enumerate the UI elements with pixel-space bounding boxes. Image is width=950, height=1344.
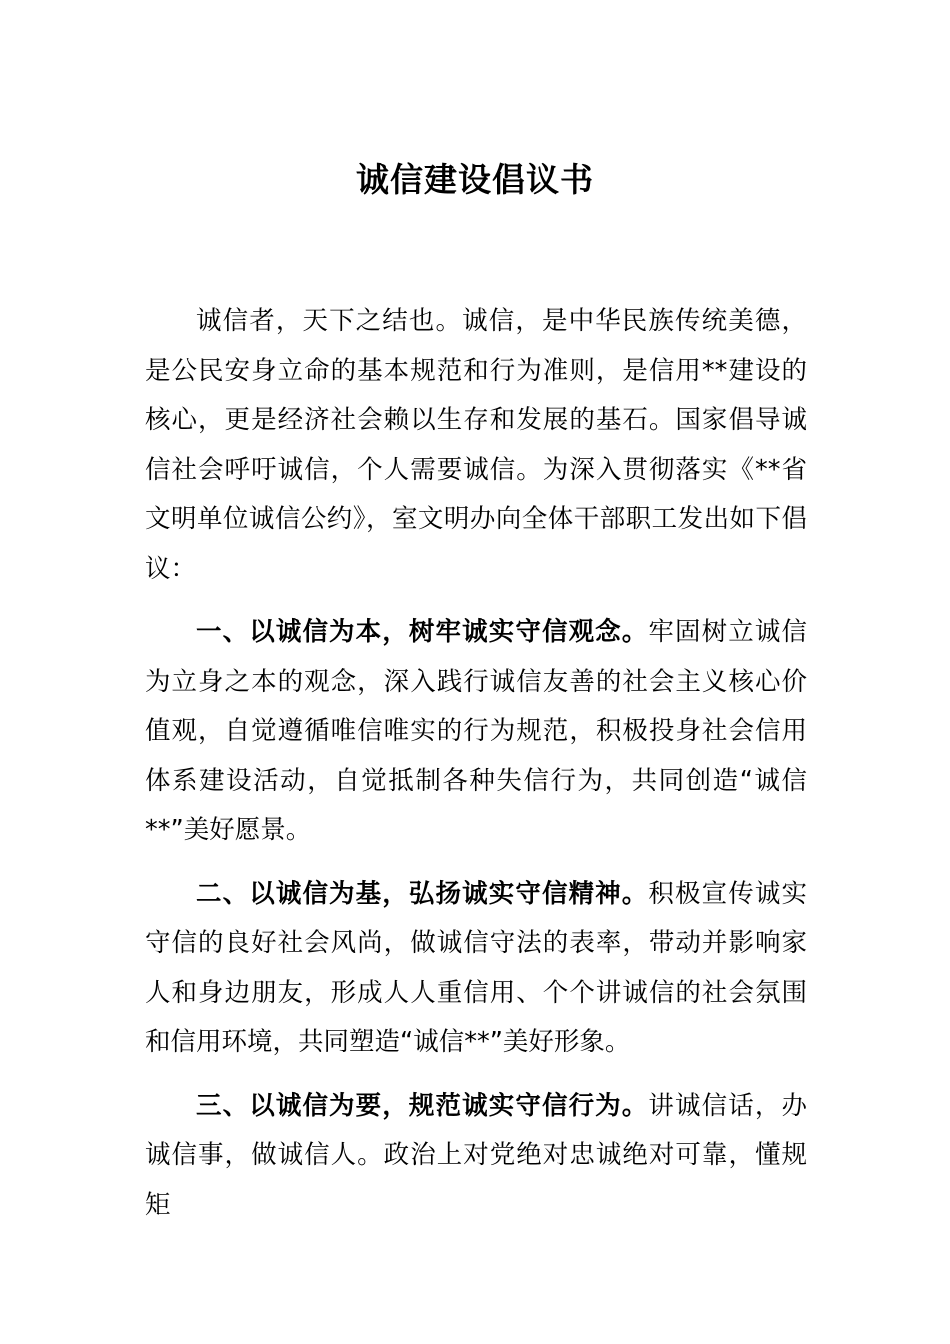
- section-text-1: 牢固树立诚信为立身之本的观念，深入践行诚信友善的社会主义核心价值观，自觉遵循唯信唯实的行为规范，积极投身社会信用体系建设活动，自觉抵制各种失信行为，共同创造“诚信**”美好愿景。: [145, 617, 807, 845]
- document-body: [145, 297, 807, 1230]
- section-text-2: 积极宣传诚实守信的良好社会风尚，做诚信守法的表率，带动并影响家人和身边朋友，形成人人重信用、个个讲诚信的社会氛围和信用环境，共同塑造“诚信**”美好形象。: [145, 878, 807, 1057]
- section-paragraph-3: [145, 1082, 807, 1231]
- section-heading-2: 二、以诚信为基，弘扬诚实守信精神。: [196, 878, 649, 909]
- section-paragraph-1: [145, 608, 807, 856]
- section-heading-3: 三、以诚信为要，规范诚实守信行为。: [196, 1090, 649, 1121]
- intro-paragraph: 诚信者，天下之结也。诚信，是中华民族传统美德，是公民安身立命的基本规范和行为准则，是信用**建设的核心，更是经济社会赖以生存和发展的基石。国家倡导诚信社会呼吁诚信，个人需要诚信。为深入贯彻落实《**省文明单位诚信公约》，室文明办向全体干部职工发出如下倡议：: [145, 306, 807, 584]
- section-heading-1: 一、以诚信为本，树牢诚实守信观念。: [196, 617, 649, 647]
- section-paragraph-2: [145, 870, 807, 1068]
- document-title: 诚信建设倡议书: [356, 160, 594, 199]
- section-text-3: 讲诚信话，办诚信事，做诚信人。政治上对党绝对忠诚绝对可靠，懂规矩: [145, 1090, 807, 1220]
